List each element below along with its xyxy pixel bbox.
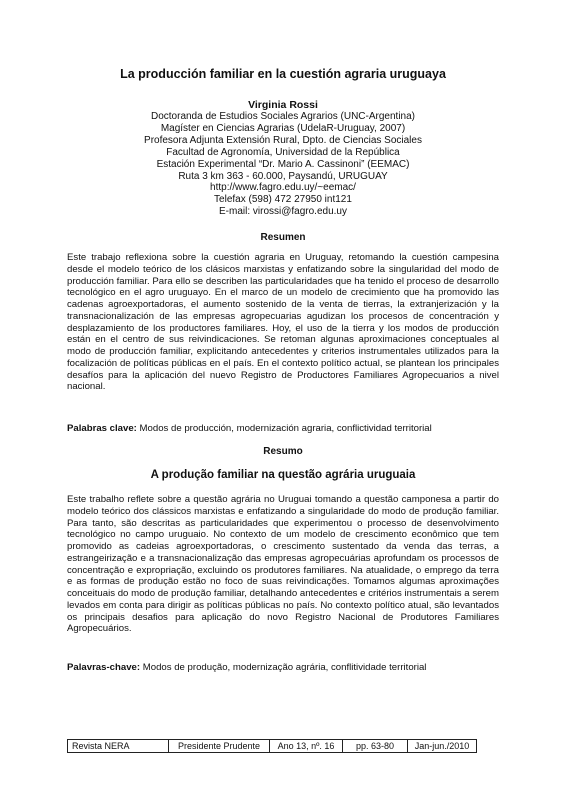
resumo-heading: Resumo (263, 446, 303, 457)
affiliation-line: Profesora Adjunta Extensión Rural, Dpto. de Ciencias Sociales (144, 134, 422, 146)
footer-pages: pp. 63-80 (343, 740, 408, 753)
affiliation-email: E-mail: virossi@fagro.edu.uy (219, 206, 347, 218)
footer-journal: Revista NERA (68, 740, 169, 753)
resumo-title: A produção familiar na questão agrária uruguaia (150, 469, 416, 481)
author-affiliations (0, 111, 566, 218)
resumen-heading: Resumen (260, 232, 306, 243)
journal-footer (67, 739, 477, 753)
affiliation-line: Ruta 3 km 363 - 60.000, Paysandú, URUGUAY (178, 170, 388, 182)
footer-issue: Ano 13, nº. 16 (270, 740, 343, 753)
resumo-text: Este trabalho reflete sobre a questão agrária no Uruguai tomando a questão camponesa a partir do modelo teórico dos clássicos marxistas e enfatizando a singularidade do modo de produção familiar. Para tanto, são descritas as particularidades que experimentou o processo de desenvolvimento tecnológico no campo uruguaio. No contexto de um modelo de crescimento econômico que tem promovido as cadeias agroexportadoras, o crescimento sustentado da venda das terras, a estrangeirização e a transnacionalização das empresas agropecuárias aprofundam os processos de concentração e expropriação, excluindo os produtores familiares. Na atualidade, o emprego da terra e as formas de produção estão no foco de suas reivindicações. Tomamos algumas aproximações conceituais do modo de produção familiar, detalhando antecedentes e critérios instrumentais a serem levados em conta para dirigir as políticas públicas no país. No contexto político atual, são levantados os principais desafios para aplicação do novo Registro Nacional de Produtores Familiares Agropecuários. (67, 494, 499, 635)
keywords-text: Modos de producción, modernización agraria, conflictividad territorial (136, 423, 432, 434)
palavras-chave-label: Palavras-chave: (67, 662, 141, 673)
affiliation-line: Facultad de Agronomía, Universidad de la República (166, 146, 400, 158)
footer-date: Jan-jun./2010 (408, 740, 477, 753)
footer-city: Presidente Prudente (169, 740, 270, 753)
palavras-chave-text: Modos de produção, modernização agrária, conflitividade territorial (140, 662, 427, 673)
keywords-label: Palabras clave: (67, 423, 137, 434)
author-name: Virginia Rossi (248, 99, 318, 111)
affiliation-line: Estación Experimental “Dr. Mario A. Cassinoni” (EEMAC) (156, 158, 410, 170)
footer-row (68, 740, 477, 753)
affiliation-line: Magíster en Ciencias Agrarias (UdelaR-Uruguay, 2007) (160, 122, 406, 134)
affiliation-telefax: Telefax (598) 472 27950 int121 (214, 194, 352, 206)
paper-title: La producción familiar en la cuestión agraria uruguaya (120, 67, 446, 81)
affiliation-line: Doctoranda de Estudios Sociales Agrarios (UNC-Argentina) (150, 111, 415, 122)
resumo-keywords (67, 662, 507, 673)
resumen-text: Este trabajo reflexiona sobre la cuestión agraria en Uruguay, retomando la cuestión campesina desde el modelo teórico de los clásicos marxistas y enfatizando sobre la singularidad del modo de producción familiar. Para ello se describen las particularidades que ha tenido el proceso de desarrollo tecnológico en el agro uruguayo. En el marco de un modelo de crecimiento que ha promovido las cadenas agroexportadoras, el aumento sostenido de la venta de tierras, la extranjerización y la transnacionalización de las empresas agropecuarias agudizan los procesos de concentración y desplazamiento de los productores familiares. Hoy, el uso de la tierra y los modos de producción están en el centro de sus reivindicaciones. Se retoman algunas aproximaciones conceptuales al modo de producción familiar, explicitando antecedentes y criterios instrumentales utilizados para la focalización de políticas públicas en el país. En el contexto político actual, se plantean los principales desafíos para la aplicación del nuevo Registro de Productores Familiares Agropecuarios a nivel nacional. (67, 252, 499, 393)
affiliation-url: http://www.fagro.edu.uy/~eemac/ (210, 182, 356, 194)
resumen-keywords (67, 423, 507, 434)
